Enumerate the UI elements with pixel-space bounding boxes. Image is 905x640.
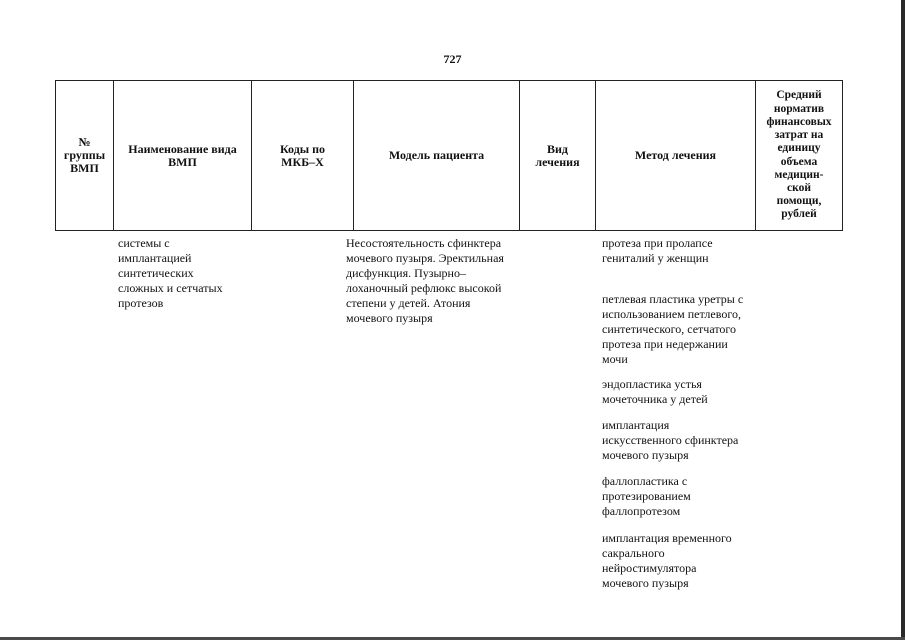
table-header [55, 80, 843, 231]
treatment-method-item: имплантация искусственного сфинктера мочевого пузыря [602, 418, 739, 462]
treatment-method-item: имплантация временного сакрального нейростимулятора мочевого пузыря [602, 531, 732, 590]
header-average-cost: Средний норматив финансовых затрат на единицу объема медицин- ской помощи, рублей [756, 81, 843, 231]
treatment-method-item: эндопластика устья мочеточника у детей [602, 377, 708, 406]
treatment-method-item: фаллопластика с протезированием фаллопротезом [602, 474, 691, 518]
header-icd-codes: Коды по МКБ–X [252, 81, 354, 231]
header-treatment-type: Вид лечения [520, 81, 596, 231]
header-patient-model: Модель пациента [354, 81, 520, 231]
treatment-method-item: протеза при пролапсе гениталий у женщин [602, 236, 713, 265]
scan-edge-right [901, 0, 905, 640]
patient-model-text: Несостоятельность сфинктера мочевого пузыря. Эректильная дисфункция. Пузырно– лоханочный рефлюкс высокой степени у детей. Атония мочевого пузыря [346, 236, 504, 325]
page-number: 727 [443, 52, 462, 66]
vmp-name-continuation: системы с имплантацией синтетических сложных и сетчатых протезов [118, 236, 223, 310]
treatment-method-item: петлевая пластика уретры с использованием петлевого, синтетического, сетчатого протеза при недержании мочи [602, 292, 744, 366]
header-group-number: № группы ВМП [56, 81, 114, 231]
header-vmp-name: Наименование вида ВМП [114, 81, 252, 231]
header-treatment-method: Метод лечения [596, 81, 756, 231]
